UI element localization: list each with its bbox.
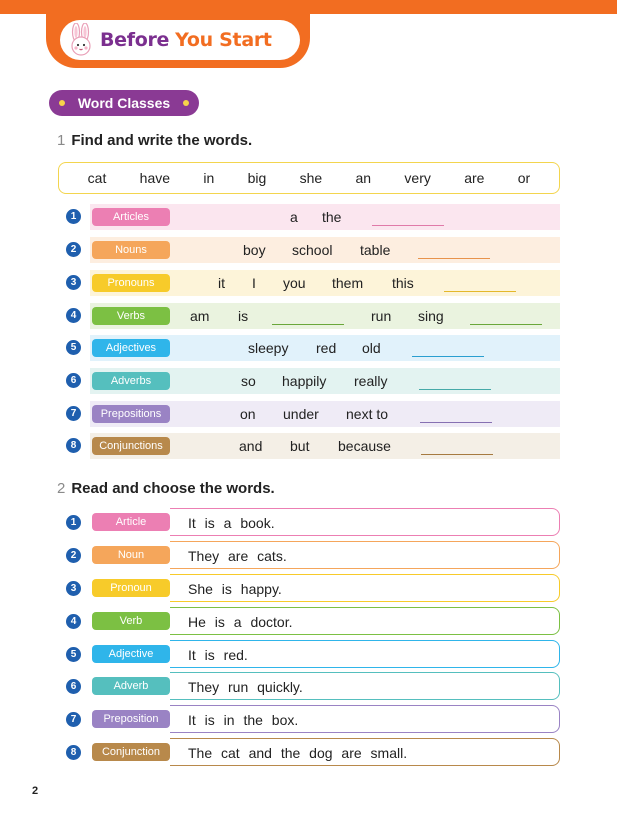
sentence-box [170, 738, 560, 766]
row-number: 3 [66, 581, 81, 596]
word-bank-item: have [139, 170, 171, 186]
section-1-title-text: Find and write the words. [71, 132, 253, 149]
word-class-label: Pronouns [92, 274, 170, 292]
row-word: is [238, 308, 249, 324]
row-number: 2 [66, 242, 81, 257]
row-number: 4 [66, 614, 81, 629]
row-number: 6 [66, 679, 81, 694]
s2-row-pronoun [66, 574, 560, 602]
s2-row-verb [66, 607, 560, 635]
s2-row-adjective [66, 640, 560, 668]
sentence: He is a doctor. [188, 614, 293, 630]
word-class-label: Adverbs [92, 372, 170, 390]
row-word: this [392, 275, 414, 291]
word-class-label: Adjectives [92, 339, 170, 357]
s1-row-adverbs [66, 368, 560, 394]
row-word: under [283, 406, 319, 422]
badge-dot-left [59, 100, 65, 106]
s2-row-noun [66, 541, 560, 569]
row-word: really [354, 373, 388, 389]
s2-row-adverb [66, 672, 560, 700]
row-word: school [292, 242, 333, 258]
row-word: but [290, 438, 310, 454]
sentence: They are cats. [188, 548, 287, 564]
word-classes-badge [49, 90, 199, 116]
row-word: on [240, 406, 256, 422]
section-2-number: 2 [57, 480, 66, 497]
row-word: and [239, 438, 263, 454]
page-number: 2 [32, 785, 39, 797]
word-bank-item: or [517, 170, 531, 186]
answer-blank[interactable] [470, 324, 542, 325]
word-class-label[interactable]: Noun [92, 546, 170, 564]
word-class-label[interactable]: Pronoun [92, 579, 170, 597]
sentence: It is in the box. [188, 712, 299, 728]
word-bank-item: big [247, 170, 267, 186]
row-word: old [362, 340, 381, 356]
s1-row-pronouns [66, 270, 560, 296]
answer-blank[interactable] [372, 225, 444, 226]
row-number: 7 [66, 712, 81, 727]
badge-dot-right [183, 100, 189, 106]
s1-row-prepositions [66, 401, 560, 427]
sentence: It is a book. [188, 515, 275, 531]
row-word: them [332, 275, 364, 291]
section-1-number: 1 [57, 132, 66, 149]
s1-row-conjunctions [66, 433, 560, 459]
section-2-title-text: Read and choose the words. [71, 480, 275, 497]
row-word: am [190, 308, 210, 324]
word-bank-item: cat [87, 170, 107, 186]
row-word: the [322, 209, 342, 225]
row-word: table [360, 242, 391, 258]
answer-blank[interactable] [421, 454, 493, 455]
word-bank-item: are [464, 170, 485, 186]
row-word: so [241, 373, 256, 389]
answer-blank[interactable] [412, 356, 484, 357]
word-bank [58, 162, 560, 194]
word-class-label[interactable]: Adjective [92, 645, 170, 663]
badge-label: Word Classes [77, 95, 171, 111]
title-word-before: Before [100, 29, 170, 51]
sentence-box [170, 508, 560, 536]
row-word: sleepy [248, 340, 289, 356]
section-2-title [57, 480, 275, 497]
word-class-label: Verbs [92, 307, 170, 325]
row-word: you [283, 275, 306, 291]
title-word-you-start: You Start [175, 29, 272, 51]
word-class-label[interactable]: Article [92, 513, 170, 531]
s1-row-adjectives [66, 335, 560, 361]
word-class-label[interactable]: Conjunction [92, 743, 170, 761]
row-word: a [290, 209, 298, 225]
row-word: sing [418, 308, 444, 324]
word-bank-item: in [203, 170, 215, 186]
row-number: 6 [66, 373, 81, 388]
answer-blank[interactable] [420, 422, 492, 423]
row-number: 1 [66, 515, 81, 530]
row-word: run [371, 308, 392, 324]
sentence-box [170, 541, 560, 569]
s2-row-article [66, 508, 560, 536]
row-number: 4 [66, 308, 81, 323]
sentence-box [170, 607, 560, 635]
sentence-box [170, 672, 560, 700]
row-word: it [218, 275, 225, 291]
page-title [60, 20, 300, 60]
word-class-label[interactable]: Preposition [92, 710, 170, 728]
sentence: It is red. [188, 647, 248, 663]
row-number: 5 [66, 340, 81, 355]
row-number: 1 [66, 209, 81, 224]
row-number: 8 [66, 438, 81, 453]
row-word: red [316, 340, 337, 356]
answer-blank[interactable] [272, 324, 344, 325]
sentence-box [170, 705, 560, 733]
bunny-icon [66, 23, 96, 57]
answer-blank[interactable] [444, 291, 516, 292]
row-word: boy [243, 242, 266, 258]
sentence: She is happy. [188, 581, 282, 597]
answer-blank[interactable] [418, 258, 490, 259]
row-word: next to [346, 406, 389, 422]
row-number: 2 [66, 548, 81, 563]
row-word: I [252, 275, 256, 291]
word-class-label[interactable]: Adverb [92, 677, 170, 695]
word-bank-item: very [404, 170, 431, 186]
s2-row-preposition [66, 705, 560, 733]
word-bank-item: an [355, 170, 372, 186]
row-number: 7 [66, 406, 81, 421]
word-bank-item: she [299, 170, 323, 186]
row-word: because [338, 438, 391, 454]
section-1-title [57, 132, 252, 149]
word-class-label: Conjunctions [92, 437, 170, 455]
word-class-label: Nouns [92, 241, 170, 259]
s1-row-articles [66, 204, 560, 230]
sentence: They run quickly. [188, 679, 303, 695]
word-class-label: Articles [92, 208, 170, 226]
row-number: 3 [66, 275, 81, 290]
answer-blank[interactable] [419, 389, 491, 390]
word-class-label[interactable]: Verb [92, 612, 170, 630]
word-class-label: Prepositions [92, 405, 170, 423]
sentence: The cat and the dog are small. [188, 745, 408, 761]
s1-row-nouns [66, 237, 560, 263]
s2-row-conjunction [66, 738, 560, 766]
sentence-box [170, 574, 560, 602]
sentence-box [170, 640, 560, 668]
row-number: 8 [66, 745, 81, 760]
row-number: 5 [66, 647, 81, 662]
s1-row-verbs [66, 303, 560, 329]
row-word: happily [282, 373, 327, 389]
